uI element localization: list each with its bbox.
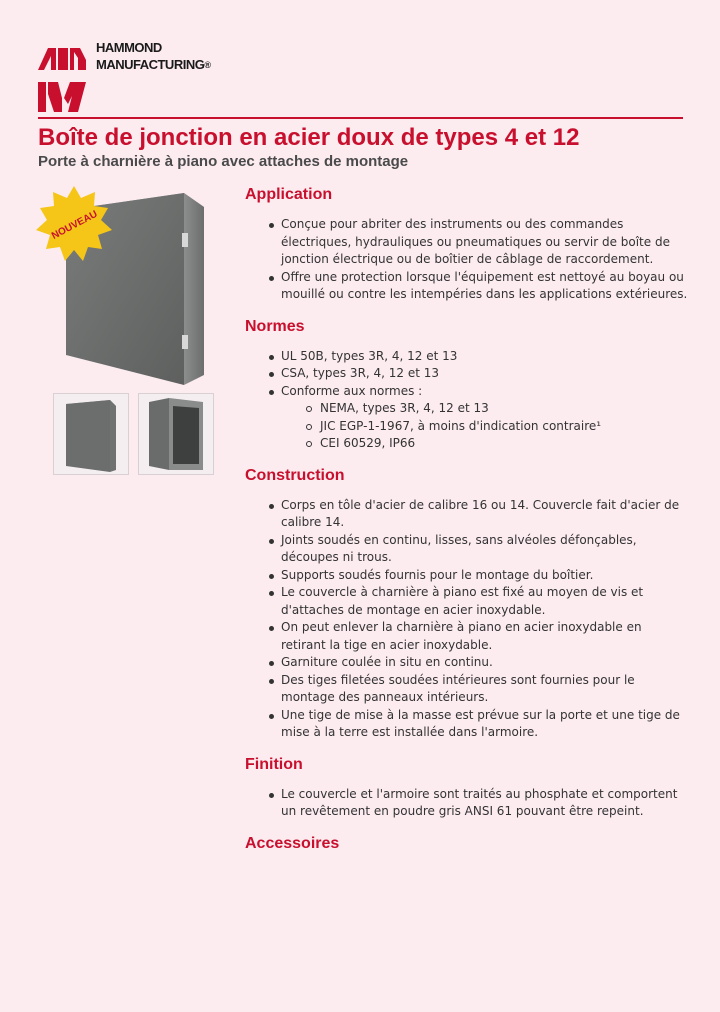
application-list [245, 216, 690, 304]
spec-content [245, 184, 690, 855]
nouveau-badge-text: NOUVEAU [50, 208, 100, 242]
list-item: Des tiges filetées soudées intérieures sont fournies pour le montage des panneaux intérieurs. [245, 672, 690, 707]
page-subtitle: Porte à charnière à piano avec attaches de montage [38, 153, 409, 170]
enclosure-open-thumbnail [139, 394, 213, 474]
list-item: Garniture coulée in situ en continu. [245, 654, 690, 672]
sub-list-item: CEI 60529, IP66 [245, 435, 690, 453]
list-item: Offre une protection lorsque l'équipement est nettoyé au boyau ou mouillé ou contre les intempéries dans les applications extérieures. [245, 269, 690, 304]
sub-list-item: NEMA, types 3R, 4, 12 et 13 [245, 400, 690, 418]
list-item: Le couvercle et l'armoire sont traités au phosphate et comportent un revêtement en poudre gris ANSI 61 pouvant être repeint. [245, 786, 690, 821]
construction-list [245, 497, 690, 742]
brand-name-line1: HAMMOND [96, 40, 162, 55]
sub-list-item: JIC EGP-1-1967, à moins d'indication contraire¹ [245, 418, 690, 436]
list-item: Une tige de mise à la masse est prévue sur la porte et une tige de mise à la terre est installée dans l'armoire. [245, 707, 690, 742]
list-item: UL 50B, types 3R, 4, 12 et 13 [245, 348, 690, 366]
thumbnail-open[interactable] [138, 393, 214, 475]
normes-list [245, 348, 690, 453]
list-item: Supports soudés fournis pour le montage du boîtier. [245, 567, 690, 585]
list-item: Conforme aux normes : [245, 383, 690, 401]
accessoires-heading: Accessoires [245, 834, 340, 852]
nouveau-badge [34, 184, 114, 264]
normes-heading: Normes [245, 317, 305, 335]
list-item: Joints soudés en continu, lisses, sans alvéoles défonçables, découpes ni trous. [245, 532, 690, 567]
list-item: Corps en tôle d'acier de calibre 16 ou 14. Couvercle fait d'acier de calibre 14. [245, 497, 690, 532]
thumbnail-closed[interactable] [53, 393, 129, 475]
header-rule [38, 117, 683, 119]
registered-mark: ® [204, 60, 211, 70]
list-item: On peut enlever la charnière à piano en acier inoxydable en retirant la tige en acier inoxydable. [245, 619, 690, 654]
page-title: Boîte de jonction en acier doux de types 4 et 12 [38, 124, 580, 151]
list-item: Le couvercle à charnière à piano est fixé au moyen de vis et d'attaches de montage en acier inoxydable. [245, 584, 690, 619]
list-item: Conçue pour abriter des instruments ou des commandes électriques, hydrauliques ou pneumatiques ou servir de boîte de jonction électrique ou de boîtier de câblage de raccordement. [245, 216, 690, 269]
application-heading: Application [245, 186, 333, 203]
finition-heading: Finition [245, 755, 303, 773]
construction-heading: Construction [245, 466, 345, 484]
brand-name-line2: MANUFACTURING® [96, 57, 211, 72]
finition-list [245, 786, 690, 821]
enclosure-closed-thumbnail [54, 394, 128, 474]
list-item: CSA, types 3R, 4, 12 et 13 [245, 365, 690, 383]
hammond-logo-icon [38, 40, 90, 112]
